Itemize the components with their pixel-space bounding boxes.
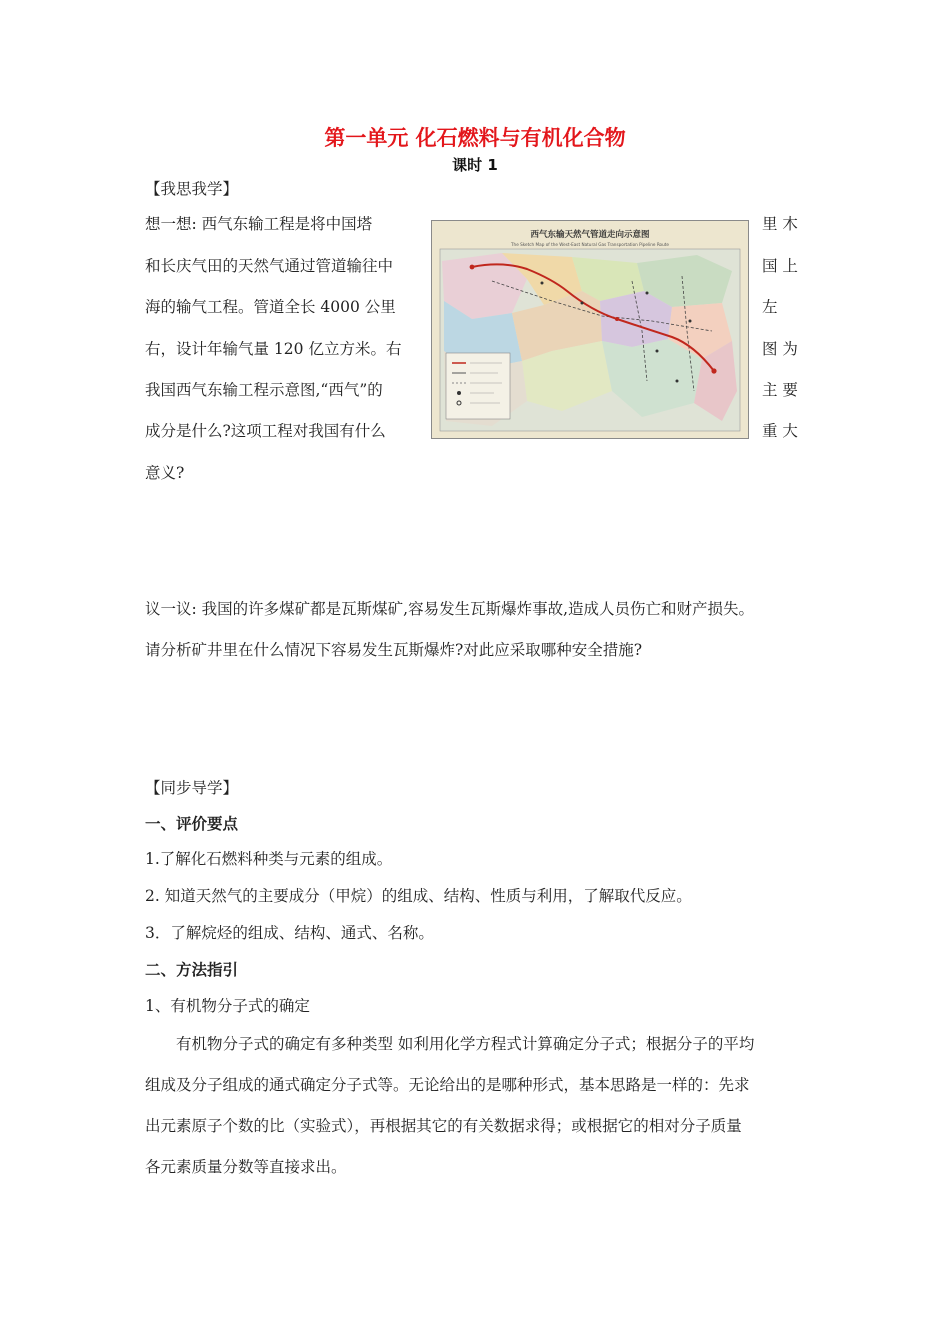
point-item: 2. 知道天然气的主要成分（甲烷）的组成、结构、性质与利用，了解取代反应。 xyxy=(145,887,692,905)
section-heading-guide: 【同步导学】 xyxy=(145,779,239,797)
think-right-fragment: 图 为 xyxy=(762,340,798,358)
think-line: 和长庆气田的天然气通过管道输往中 xyxy=(145,257,394,275)
lesson-subtitle: 课时 1 xyxy=(452,156,498,174)
pipeline-map-svg xyxy=(432,221,748,438)
paragraph-line: 出元素原子个数的比（实验式），再根据其它的有关数据求得；或根据它的相对分子质量 xyxy=(145,1117,742,1135)
paragraph-line: 有机物分子式的确定有多种类型 如利用化学方程式计算确定分子式；根据分子的平均 xyxy=(176,1035,755,1053)
method-title: 1、有机物分子式的确定 xyxy=(145,997,310,1015)
think-line: 右，设计年输气量 120 亿立方米。右 xyxy=(145,340,402,358)
think-right-fragment: 里 木 xyxy=(762,215,798,233)
map-subtitle: The Sketch Map of the West-East Natural Gas Transportation Pipeline Route xyxy=(510,242,670,247)
think-right-fragment: 重 大 xyxy=(762,422,798,440)
think-right-fragment: 左 xyxy=(762,298,778,316)
point-item: 1.了解化石燃料种类与元素的组成。 xyxy=(145,850,393,868)
map-title: 西气东输天然气管道走向示意图 xyxy=(530,230,650,240)
point-item: 3．了解烷烃的组成、结构、通式、名称。 xyxy=(145,924,434,942)
think-right-fragment: 国 上 xyxy=(762,257,798,275)
paragraph-line: 各元素质量分数等直接求出。 xyxy=(145,1158,347,1176)
paragraph-line: 组成及分子组成的通式确定分子式等。无论给出的是哪种形式，基本思路是一样的：先求 xyxy=(145,1076,750,1094)
part2-heading: 二、方法指引 xyxy=(145,961,239,979)
section-heading-think: 【我思我学】 xyxy=(145,180,239,198)
discuss-line: 议一议: 我国的许多煤矿都是瓦斯煤矿,容易发生瓦斯爆炸事故,造成人员伤亡和财产损失。 xyxy=(145,600,755,618)
think-line: 我国西气东输工程示意图,“西气”的 xyxy=(145,381,383,399)
pipeline-map-image xyxy=(431,220,749,439)
think-line: 想一想: 西气东输工程是将中国塔 xyxy=(145,215,373,233)
part1-heading: 一、评价要点 xyxy=(145,815,239,833)
think-line: 意义? xyxy=(145,464,185,482)
think-right-fragment: 主 要 xyxy=(762,381,798,399)
think-line: 成分是什么?这项工程对我国有什么 xyxy=(145,422,386,440)
page-title: 第一单元 化石燃料与有机化合物 xyxy=(324,126,626,150)
think-line: 海的输气工程。管道全长 4000 公里 xyxy=(145,298,396,316)
discuss-line: 请分析矿井里在什么情况下容易发生瓦斯爆炸?对此应采取哪种安全措施? xyxy=(145,641,643,659)
